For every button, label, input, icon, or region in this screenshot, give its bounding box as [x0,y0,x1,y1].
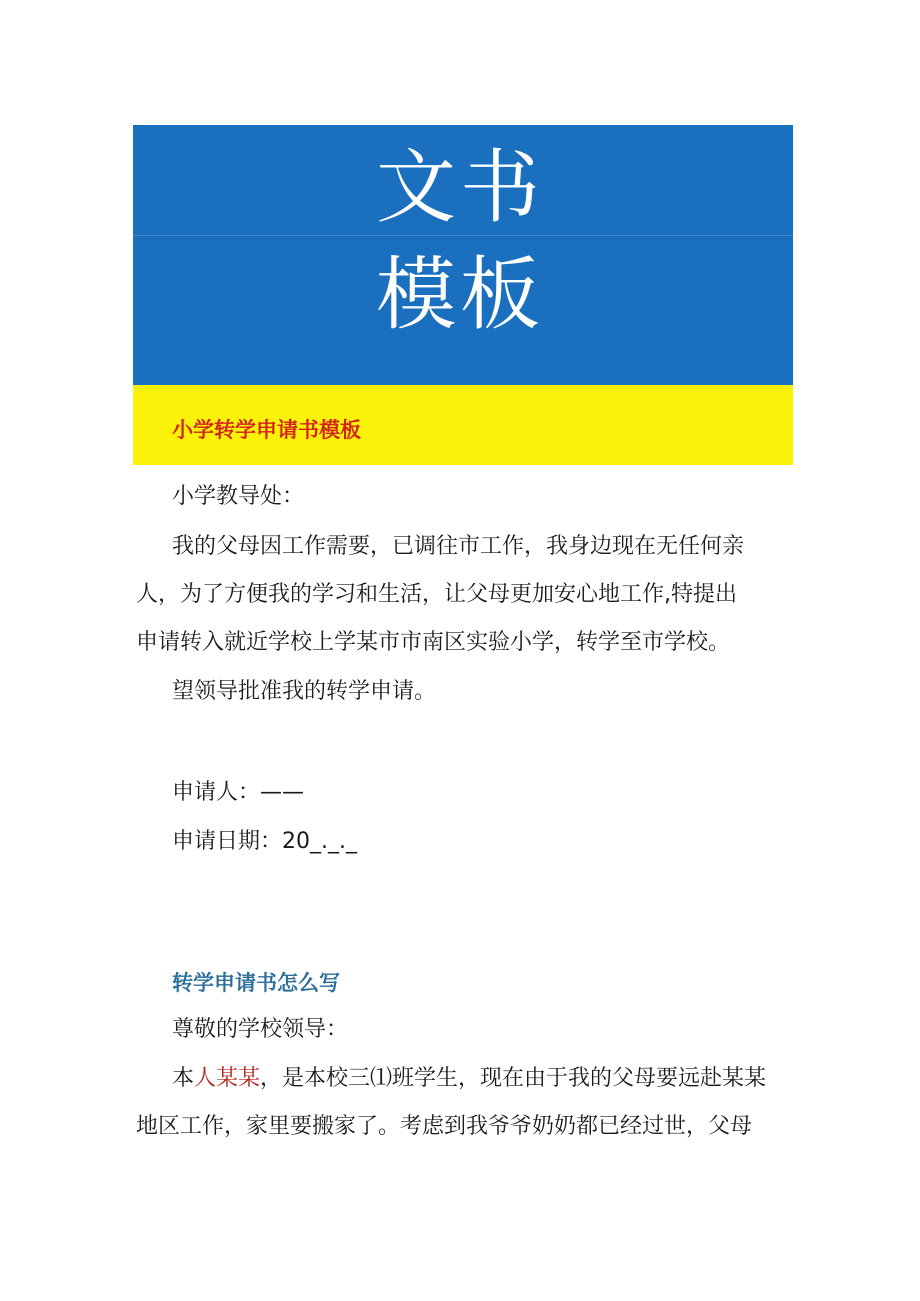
section1-salutation: 小学教导处： [172,484,305,509]
cover-divider [133,235,793,236]
section1-body-line1: 我的父母因工作需要，已调往市工作，我身边现在无任何亲 [172,534,745,559]
cover-title-line2: 模板 [376,248,544,341]
section1-body-line3: 申请转入就近学校上学某市市南区实验小学，转学至市学校。 [136,630,731,655]
section1-closing: 望领导批准我的转学申请。 [172,679,437,704]
section2-title: 转学申请书怎么写 [172,971,340,995]
section2-body-line2: 地区工作，家里要搬家了。考虑到我爷爷奶奶都已经过世，父母 [136,1114,753,1139]
section2-body-line1 [172,1064,766,1094]
highlighted-name: 人某某 [194,1066,261,1091]
section1-body-line2: 人，为了方便我的学习和生活，让父母更加安心地工作,特提出 [136,582,737,607]
section2-prefix: 本 [172,1066,195,1091]
section1-title: 小学转学申请书模板 [172,418,361,442]
section2-suffix: ，是本校三⑴班学生，现在由于我的父母要远赴某某 [260,1066,767,1091]
date-line: 申请日期：20_._._ [172,829,357,854]
cover-title-line1: 文书 [376,141,544,234]
applicant-line: 申请人：—— [172,780,305,805]
section2-salutation: 尊敬的学校领导： [172,1017,349,1042]
